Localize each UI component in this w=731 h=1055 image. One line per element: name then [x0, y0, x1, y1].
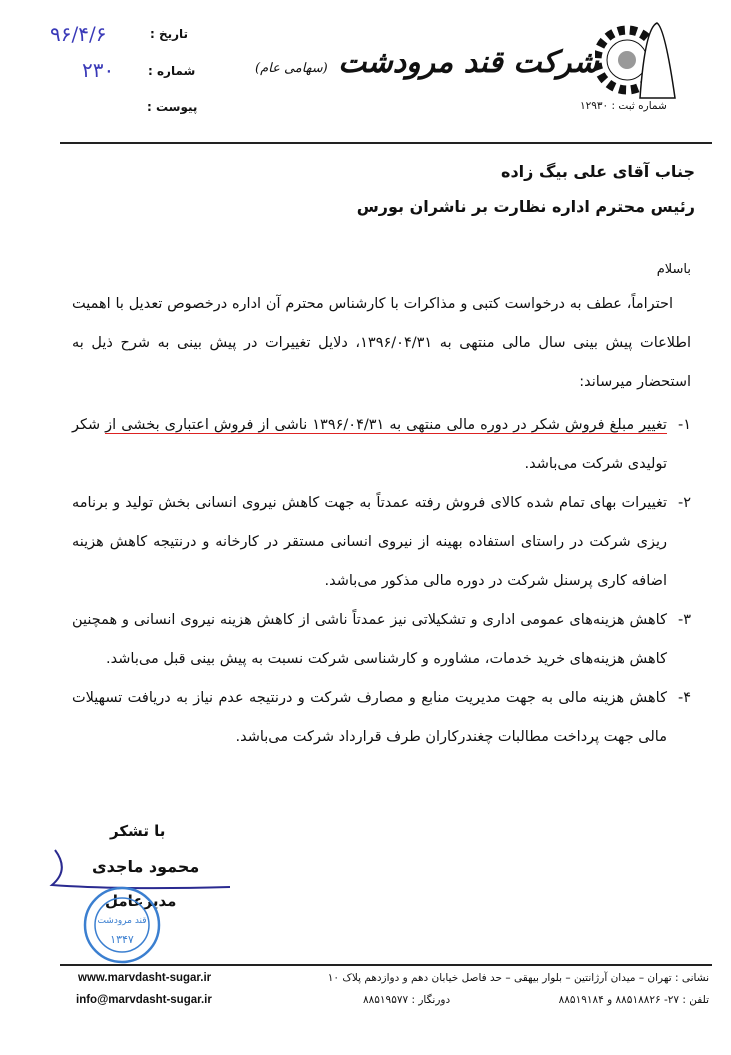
- footer-website[interactable]: www.marvdasht-sugar.ir: [78, 972, 212, 984]
- letter-body: [72, 250, 691, 757]
- underlined-text: تغییر مبلغ فروش شکر در دوره مالی منتهی به ۱۳۹۶/۰۴/۳۱ ناشی از فروش اعتباری بخشی از: [105, 417, 667, 433]
- recipient-title: رئیس محترم اداره نظارت بر ناشران بورس: [356, 197, 695, 216]
- attachment-label: پیوست :: [147, 100, 198, 114]
- item-text: کاهش هزینه‌های عمومی اداری و تشکیلاتی نیز عمدتاً ناشی از کاهش هزینه نیروی انسانی و همچنین کاهش هزینه‌های خرید خدمات، مشاوره و کارشناسی شرکت نسبت به پیش بینی قبل می‌باشد.: [72, 612, 667, 667]
- list-item: [72, 406, 691, 484]
- registration-number: شماره ثبت : ۱۲۹۳۰: [580, 100, 667, 112]
- svg-text:قند مرودشت: قند مرودشت: [97, 916, 147, 926]
- date-label: تاریخ :: [150, 27, 189, 41]
- item-number: ۲-: [677, 495, 691, 511]
- company-logo: [595, 18, 685, 103]
- item-number: ۴-: [677, 690, 691, 706]
- footer-fax: دورنگار : ۸۸۵۱۹۵۷۷: [363, 994, 451, 1006]
- footer-email[interactable]: info@marvdasht-sugar.ir: [76, 994, 212, 1006]
- item-text: کاهش هزینه مالی به جهت مدیریت منابع و مصارف شرکت و درنتیجه عدم نیاز به دریافت تسهیلات مالی جهت پرداخت مطالبات چغندرکاران طرف قرارداد شرکت می‌باشد.: [72, 690, 667, 745]
- footer-address: نشانی : تهران – میدان آرژانتین – بلوار بیهقی – حد فاصل خیابان دهم و دوازدهم پلاک ۱۰: [327, 972, 709, 984]
- list-item: [72, 601, 691, 679]
- number-label: شماره :: [148, 64, 196, 78]
- svg-text:۱۳۴۷: ۱۳۴۷: [110, 933, 134, 946]
- company-name: [255, 45, 599, 80]
- footer-phone: تلفن : ۲۷- ۸۸۵۱۸۸۲۶ و ۸۸۵۱۹۱۸۴: [558, 994, 709, 1006]
- header-divider: [60, 142, 712, 144]
- intro-paragraph: احتراماً، عطف به درخواست کتبی و مذاکرات با کارشناس محترم آن اداره درخصوص تعدیل با اهمیت اطلاعات پیش بینی سال مالی منتهی به ۱۳۹۶/۰۴/۳۱، دلایل تغییرات در پیش بینی به شرح ذیل به استحضار میرساند:: [72, 296, 691, 390]
- list-item: [72, 679, 691, 757]
- greeting: باسلام: [656, 262, 691, 277]
- item-number: ۳-: [677, 612, 691, 628]
- item-number: ۱-: [677, 417, 691, 433]
- date-value: ۹۶/۴/۶: [50, 22, 107, 46]
- recipient-name: جناب آقای علی بیگ زاده: [501, 162, 695, 181]
- company-stamp: [82, 885, 162, 969]
- list-item: [72, 484, 691, 601]
- signer-position: مدیرعامل: [105, 892, 177, 910]
- company-name-text: شرکت قند مرودشت: [338, 45, 599, 80]
- number-value: ۲۳۰: [82, 58, 115, 82]
- footer-divider: [60, 964, 712, 966]
- closing-thanks: با تشکر: [110, 822, 166, 840]
- item-text: شکر تولیدی شرکت می‌باشد.: [72, 417, 667, 472]
- signer-name: محمود ماجدی: [92, 857, 200, 876]
- item-text: تغییرات بهای تمام شده کالای فروش رفته عمدتاً به جهت کاهش نیروی انسانی بخش تولید و برنامه ریزی شرکت در راستای استفاده بهینه از نیروی انسانی مستقر در کارخانه و درنتیجه کاهش هزینه اضافه کاری پرسنل شرکت در دوره مالی مذکور می‌باشد.: [72, 495, 667, 589]
- company-type: (سهامی عام): [255, 61, 328, 76]
